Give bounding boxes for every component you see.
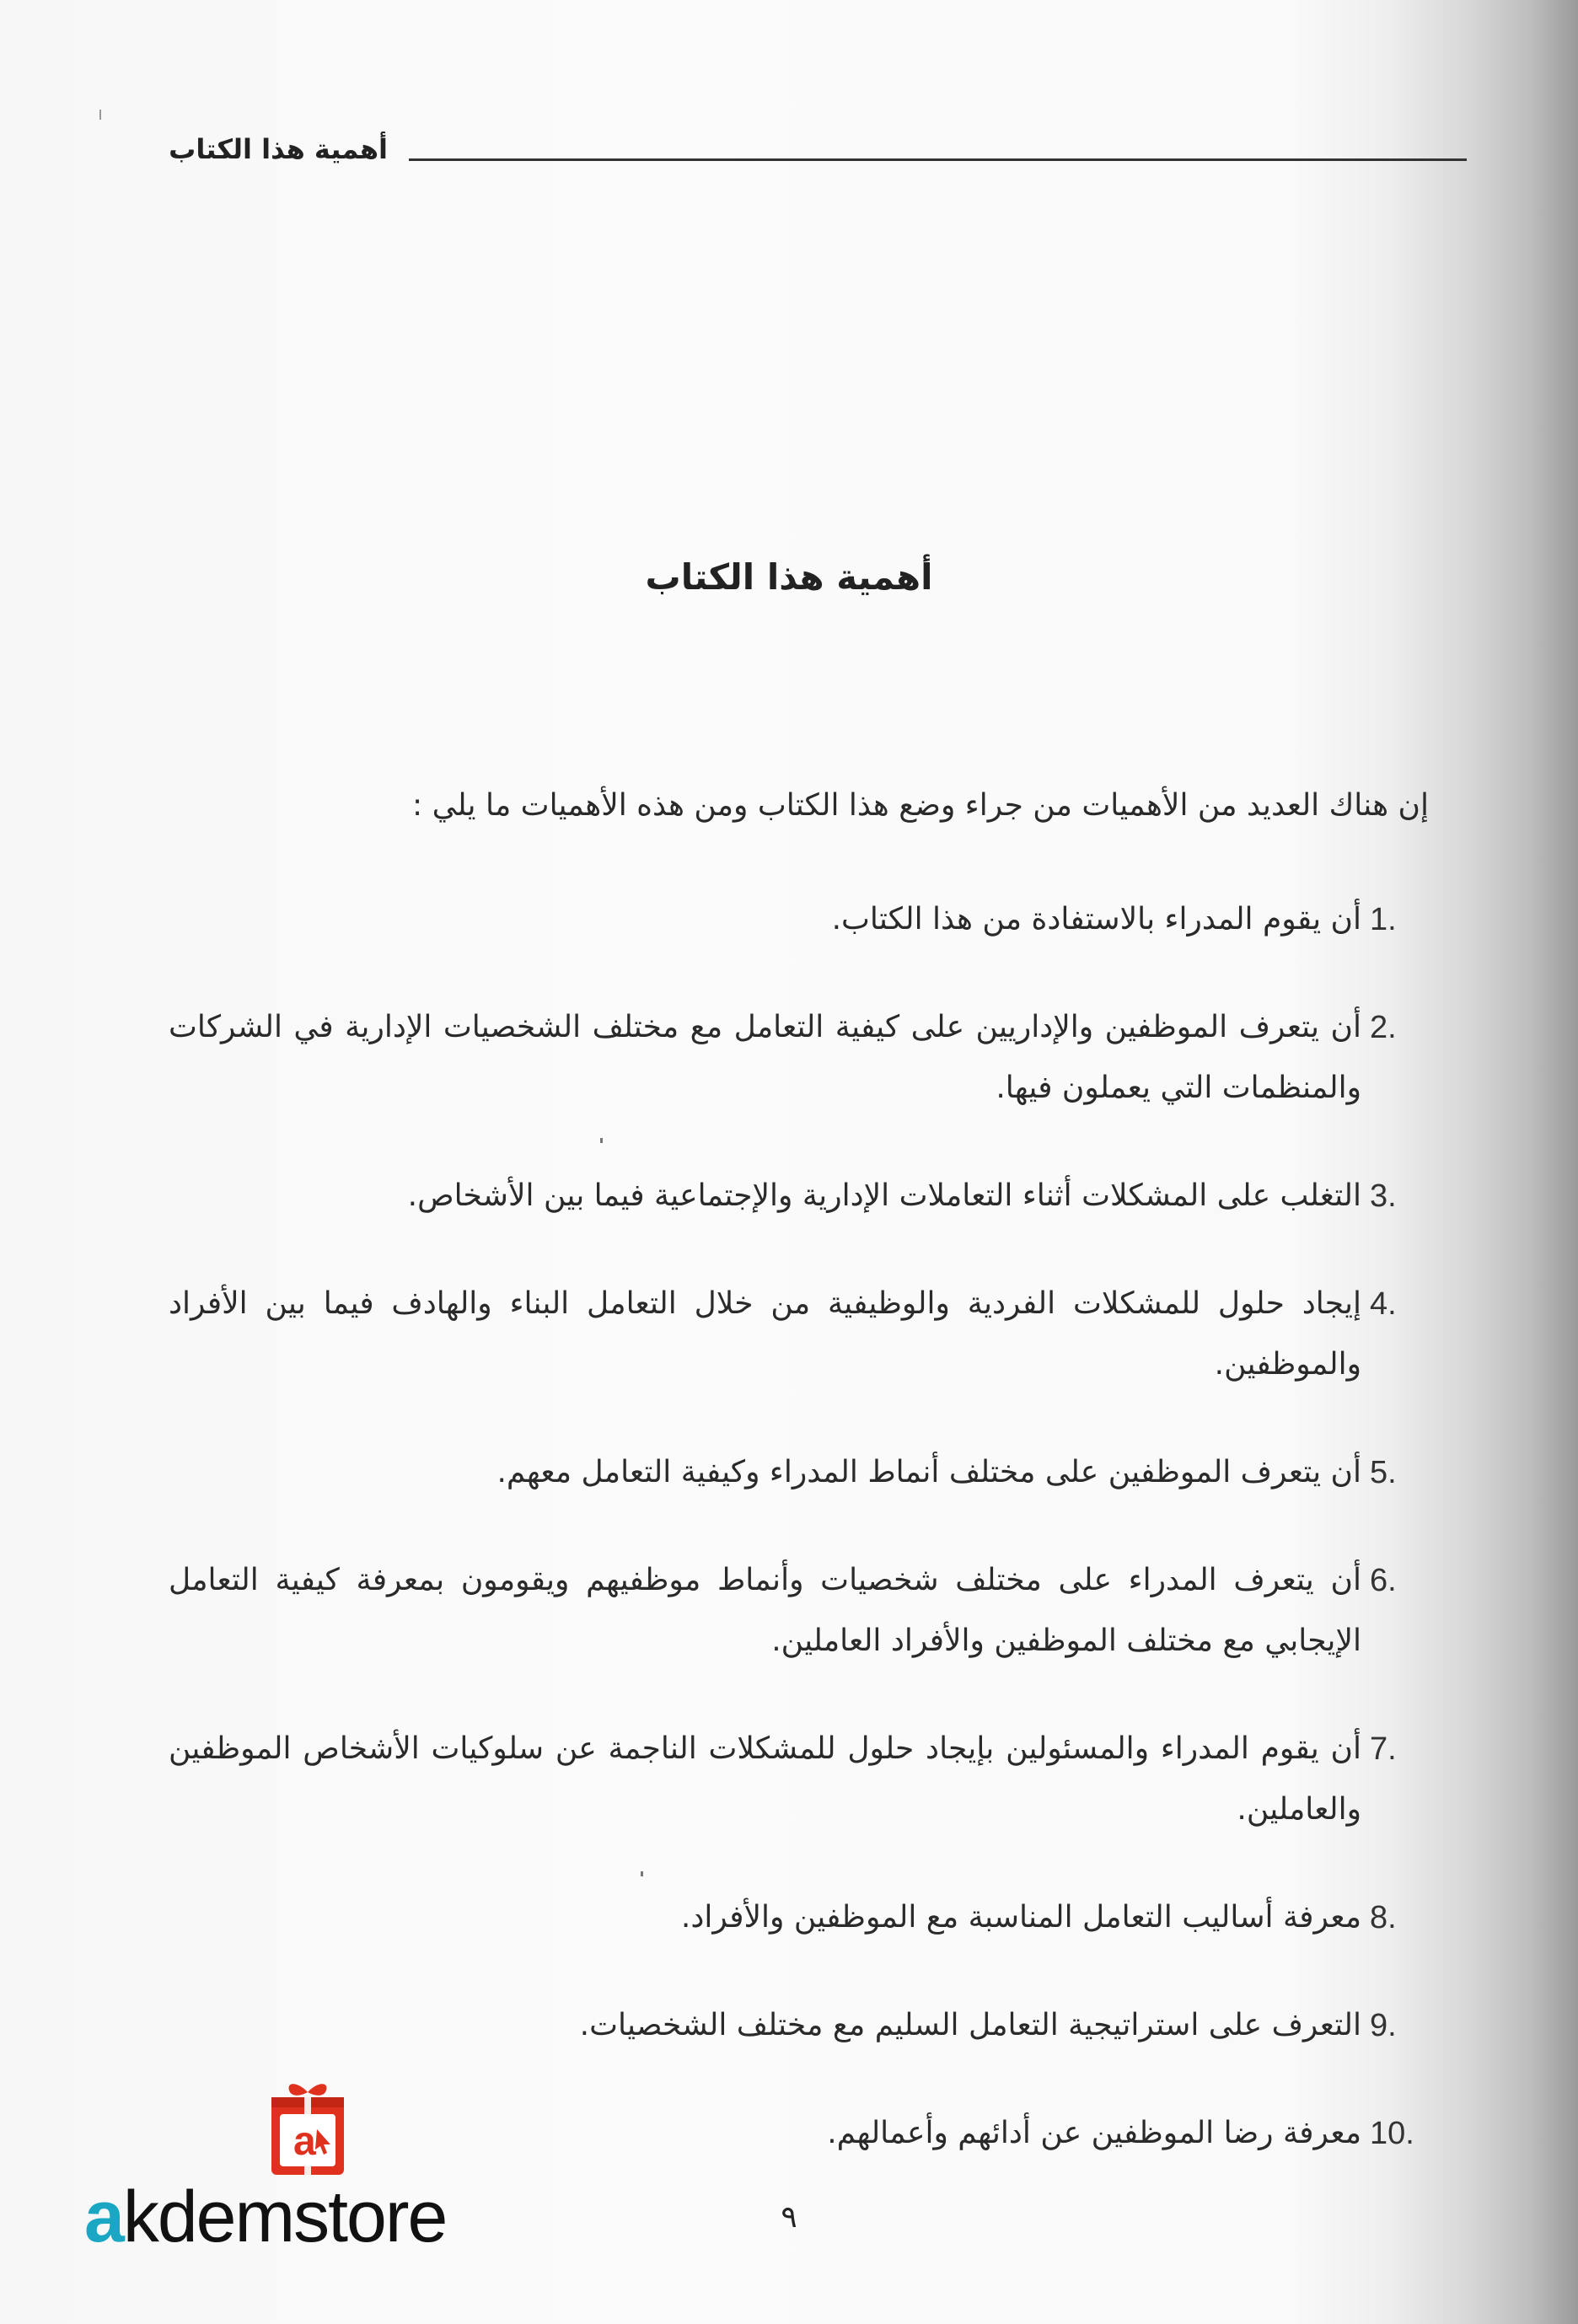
logo-icon-letter: a: [293, 2119, 316, 2164]
list-item-number: 5.: [1370, 1455, 1397, 1490]
list-item-number: 8.: [1370, 1900, 1397, 1935]
list-item: [169, 889, 1429, 950]
running-header: [169, 126, 1467, 177]
list-item-number: 10.: [1370, 2116, 1414, 2151]
list-item-text: أن يقوم المدراء بالاستفادة من هذا الكتاب.: [831, 902, 1361, 937]
list-item-text: معرفة رضا الموظفين عن أدائهم وأعمالهم.: [827, 2116, 1361, 2150]
header-rule: [409, 158, 1467, 161]
list-item-number: 2.: [1370, 1010, 1397, 1045]
list-item-number: 4.: [1370, 1286, 1397, 1322]
list-item: [169, 1166, 1429, 1226]
list-item-text: معرفة أساليب التعامل المناسبة مع الموظفين والأفراد.: [680, 1900, 1361, 1935]
importance-list: [169, 889, 1429, 2164]
list-item: [169, 1442, 1429, 1503]
list-item-text: أن يتعرف المدراء على مختلف شخصيات وأنماط موظفيهم ويقومون بمعرفة كيفية التعامل الإيجابي مع مختلف الموظفين والأفراد العاملين.: [169, 1563, 1361, 1658]
list-item-number: 6.: [1370, 1563, 1397, 1598]
page-number: ٩: [781, 2200, 797, 2235]
logo-wordmark-rest: kdemstore: [122, 2176, 447, 2257]
list-item: [169, 1274, 1429, 1395]
list-item-text: أن يتعرف الموظفين والإداريين على كيفية التعامل مع مختلف الشخصيات الإدارية في الشركات والمنظمات التي يعملون فيها.: [169, 1010, 1361, 1105]
list-item-text: أن يتعرف الموظفين على مختلف أنماط المدراء وكيفية التعامل معهم.: [496, 1455, 1361, 1489]
list-item-text: التعرف على استراتيجية التعامل السليم مع مختلف الشخصيات.: [579, 2008, 1361, 2042]
logo-wordmark: [84, 2175, 446, 2259]
section-title: أهمية هذا الكتاب: [645, 556, 933, 598]
list-item-text: إيجاد حلول للمشكلات الفردية والوظيفية من خلال التعامل البناء والهادف فيما بين الأفراد والموظفين.: [169, 1286, 1361, 1382]
list-item-number: 7.: [1370, 1731, 1397, 1767]
list-item-number: 3.: [1370, 1178, 1397, 1214]
list-item-number: 1.: [1370, 902, 1397, 937]
list-item: [169, 997, 1429, 1119]
list-item: [169, 1719, 1429, 1840]
list-item-text: التغلب على المشكلات أثناء التعاملات الإدارية والإجتماعية فيما بين الأشخاص.: [407, 1178, 1361, 1213]
list-item-number: 9.: [1370, 2008, 1397, 2043]
scan-speck: [641, 1871, 643, 1876]
book-cart-icon: [253, 2074, 362, 2183]
list-item-text: أن يقوم المدراء والمسئولين بإيجاد حلول للمشكلات الناجمة عن سلوكيات الأشخاص الموظفين والعاملين.: [169, 1731, 1361, 1827]
list-item: [169, 1995, 1429, 2056]
list-item: [169, 1550, 1429, 1672]
list-item: [169, 1887, 1429, 1948]
running-header-title: أهمية هذا الكتاب: [169, 133, 388, 165]
scan-speck: [600, 1138, 603, 1143]
logo-wordmark-a: a: [84, 2176, 123, 2257]
intro-paragraph: إن هناك العديد من الأهميات من جراء وضع هذا الكتاب ومن هذه الأهميات ما يلي :: [412, 788, 1429, 823]
scan-speck: [99, 110, 101, 120]
akdemstore-logo: [84, 2074, 556, 2268]
